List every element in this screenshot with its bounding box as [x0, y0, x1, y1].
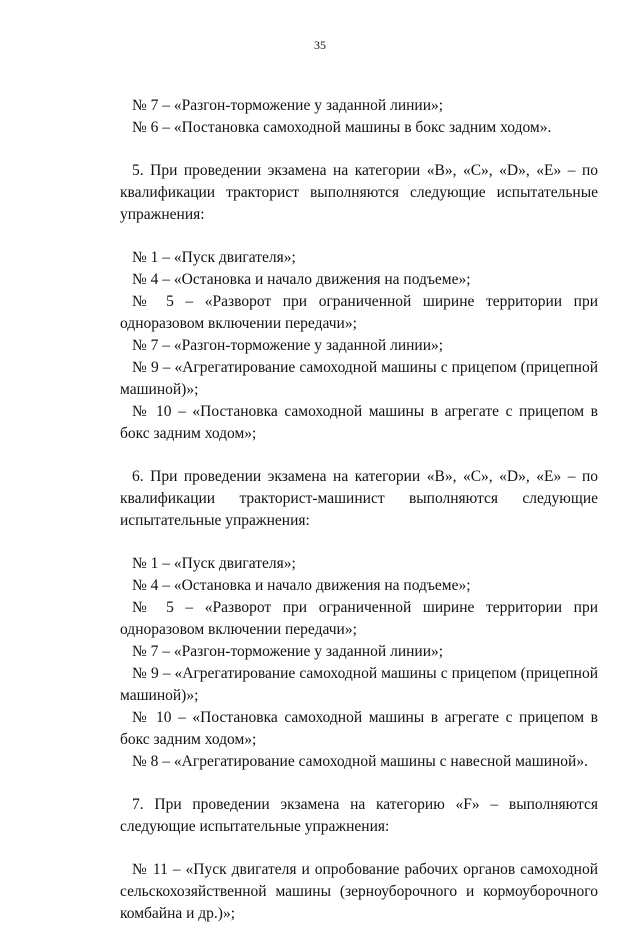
paragraph: № 7 – «Разгон-торможение у заданной линии»; [132, 97, 444, 114]
paragraph: № 6 – «Постановка самоходной машины в бокс задним ходом». [132, 119, 552, 136]
list-item: № 11 – «Пуск двигателя и опробование рабочих органов самоходной сельскохозяйственной машины (зерноуборочного и кормоуборочного комбайна и др.)»; [120, 861, 598, 922]
section-heading-7: 7. При проведении экзамена на категорию «F» – выполняются следующие испытательные упражнения: [120, 796, 598, 835]
section-heading-6: 6. При проведении экзамена на категории «B», «C», «D», «E» – по квалификации тракторист-машинист выполняются следующие испытательные упражнения: [120, 468, 598, 529]
list-item: № 5 – «Разворот при ограниченной ширине территории при одноразовом включении передачи»; [120, 293, 598, 332]
page-number: 35 [314, 38, 326, 52]
list-item: № 10 – «Постановка самоходной машины в агрегате с прицепом в бокс задним ходом»; [120, 709, 598, 748]
list-item: № 4 – «Остановка и начало движения на подъеме»; [132, 577, 471, 594]
list-item: № 8 – «Агрегатирование самоходной машины с навесной машиной». [132, 753, 588, 770]
section-heading-5: 5. При проведении экзамена на категории «B», «C», «D», «E» – по квалификации тракторист выполняются следующие испытательные упражнения: [120, 162, 598, 223]
list-item: № 10 – «Постановка самоходной машины в агрегате с прицепом в бокс задним ходом»; [120, 403, 598, 442]
list-item: № 7 – «Разгон-торможение у заданной линии»; [132, 337, 444, 354]
list-item: № 7 – «Разгон-торможение у заданной линии»; [132, 643, 444, 660]
list-item: № 9 – «Агрегатирование самоходной машины с прицепом (прицепной машиной)»; [120, 665, 598, 704]
document-body [120, 95, 598, 925]
list-item: № 4 – «Остановка и начало движения на подъеме»; [132, 271, 471, 288]
list-item: № 5 – «Разворот при ограниченной ширине территории при одноразовом включении передачи»; [120, 599, 598, 638]
list-item: № 1 – «Пуск двигателя»; [132, 249, 296, 266]
list-item: № 9 – «Агрегатирование самоходной машины с прицепом (прицепной машиной)»; [120, 359, 598, 398]
list-item: № 1 – «Пуск двигателя»; [132, 555, 296, 572]
